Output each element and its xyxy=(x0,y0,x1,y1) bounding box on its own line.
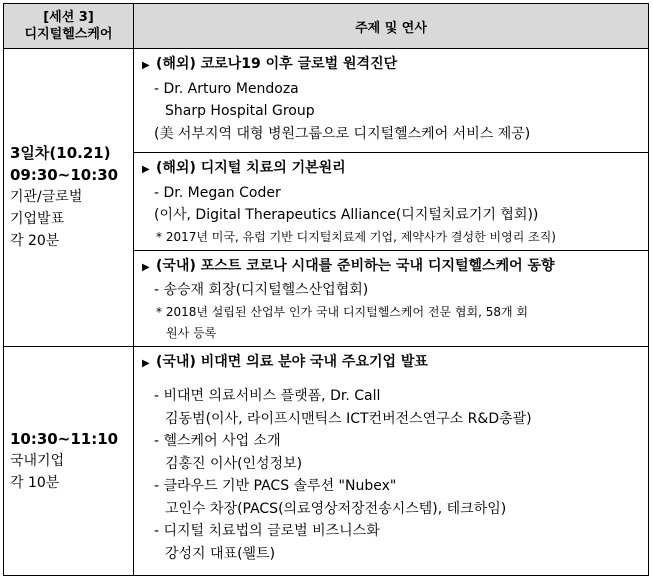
footnote: * 2018년 설립된 산업부 인가 국내 디지털헬스케어 전문 협회, 58개 회 xyxy=(156,304,528,319)
presenter-type: 기관/글로벌 xyxy=(10,189,83,206)
presenter-line: 김홍진 이사(인성정보) xyxy=(165,455,303,472)
spacer xyxy=(142,375,642,385)
bullet-triangle-icon: ▶ xyxy=(142,60,150,71)
bullet-triangle-icon: ▶ xyxy=(142,261,150,273)
talk-title-text: (해외) 코로나19 이후 글로벌 원격진단 xyxy=(156,56,398,72)
duration-label: 각 10분 xyxy=(10,474,60,491)
footnote: * 2017년 미국, 유럽 기반 디지털치료제 기업, 제약사가 결성한 비영리 조직) xyxy=(156,229,556,244)
time-range: 10:30~11:10 xyxy=(10,429,119,448)
talk-title xyxy=(142,157,642,182)
talk-title-text: (해외) 디지털 치료의 기본원리 xyxy=(156,160,346,176)
session-label: [세션 3] xyxy=(43,10,94,25)
speaker-org: (이사, Digital Therapeutics Alliance(디지털치료기기 협회)) xyxy=(154,207,539,223)
speaker-line: - 송승재 회장(디지털헬스산업협회) xyxy=(154,282,369,298)
presenter-line: 강성지 대표(웰트) xyxy=(165,545,276,562)
footnote-cont: 원사 등록 xyxy=(166,325,217,340)
schedule-table xyxy=(3,3,649,576)
speaker-desc: (美 서부지역 대형 병원그룹으로 디지털헬스케어 서비스 제공) xyxy=(154,125,531,142)
talk-title xyxy=(142,53,642,78)
company-item: - 디지털 치료법의 글로벌 비즈니스화 xyxy=(154,523,380,539)
presenter-line: 김동범(이사, 라이프시맨틱스 ICT컨버전스연구소 R&D총괄) xyxy=(165,410,532,427)
presenter-type: 국내기업 xyxy=(10,452,65,469)
bullet-triangle-icon: ▶ xyxy=(142,357,150,369)
day-date: 3일차(10.21) xyxy=(10,144,111,163)
time-cell xyxy=(4,49,134,347)
talk-title xyxy=(142,351,642,376)
talk-cell xyxy=(134,153,649,251)
talk-title-text: (국내) 포스트 코로나 시대를 준비하는 국내 디지털헬스케어 동향 xyxy=(156,257,555,274)
talk-cell xyxy=(134,49,649,153)
schedule-row xyxy=(4,346,649,575)
duration-label: 각 20분 xyxy=(10,233,60,250)
company-item: - 클라우드 기반 PACS 솔루션 "Nubex" xyxy=(154,478,397,494)
session-name: 디지털헬스케어 xyxy=(24,27,113,42)
speaker-org: Sharp Hospital Group xyxy=(165,103,315,119)
presenter-line: 고인수 차장(PACS(의료영상저장전송시스템), 테크하임) xyxy=(165,500,507,517)
talk-cell xyxy=(134,250,649,346)
presentation-type: 기업발표 xyxy=(10,211,65,228)
speaker-line: - Dr. Megan Coder xyxy=(154,184,281,201)
session-header-cell xyxy=(4,4,134,49)
schedule-row xyxy=(4,49,649,153)
company-item: - 비대면 의료서비스 플랫폼, Dr. Call xyxy=(154,388,381,404)
talk-title xyxy=(142,255,642,280)
talk-cell xyxy=(134,346,649,575)
company-item: - 헬스케어 사업 소개 xyxy=(154,433,281,449)
topic-header-label: 주제 및 연사 xyxy=(355,20,427,36)
time-cell xyxy=(4,346,134,575)
header-row xyxy=(4,4,649,49)
topic-header-cell xyxy=(134,4,649,49)
speaker-line: - Dr. Arturo Mendoza xyxy=(154,80,299,97)
talk-title-text: (국내) 비대면 의료 분야 국내 주요기업 발표 xyxy=(156,353,428,370)
bullet-triangle-icon: ▶ xyxy=(142,164,150,175)
time-range: 09:30~10:30 xyxy=(10,166,119,185)
